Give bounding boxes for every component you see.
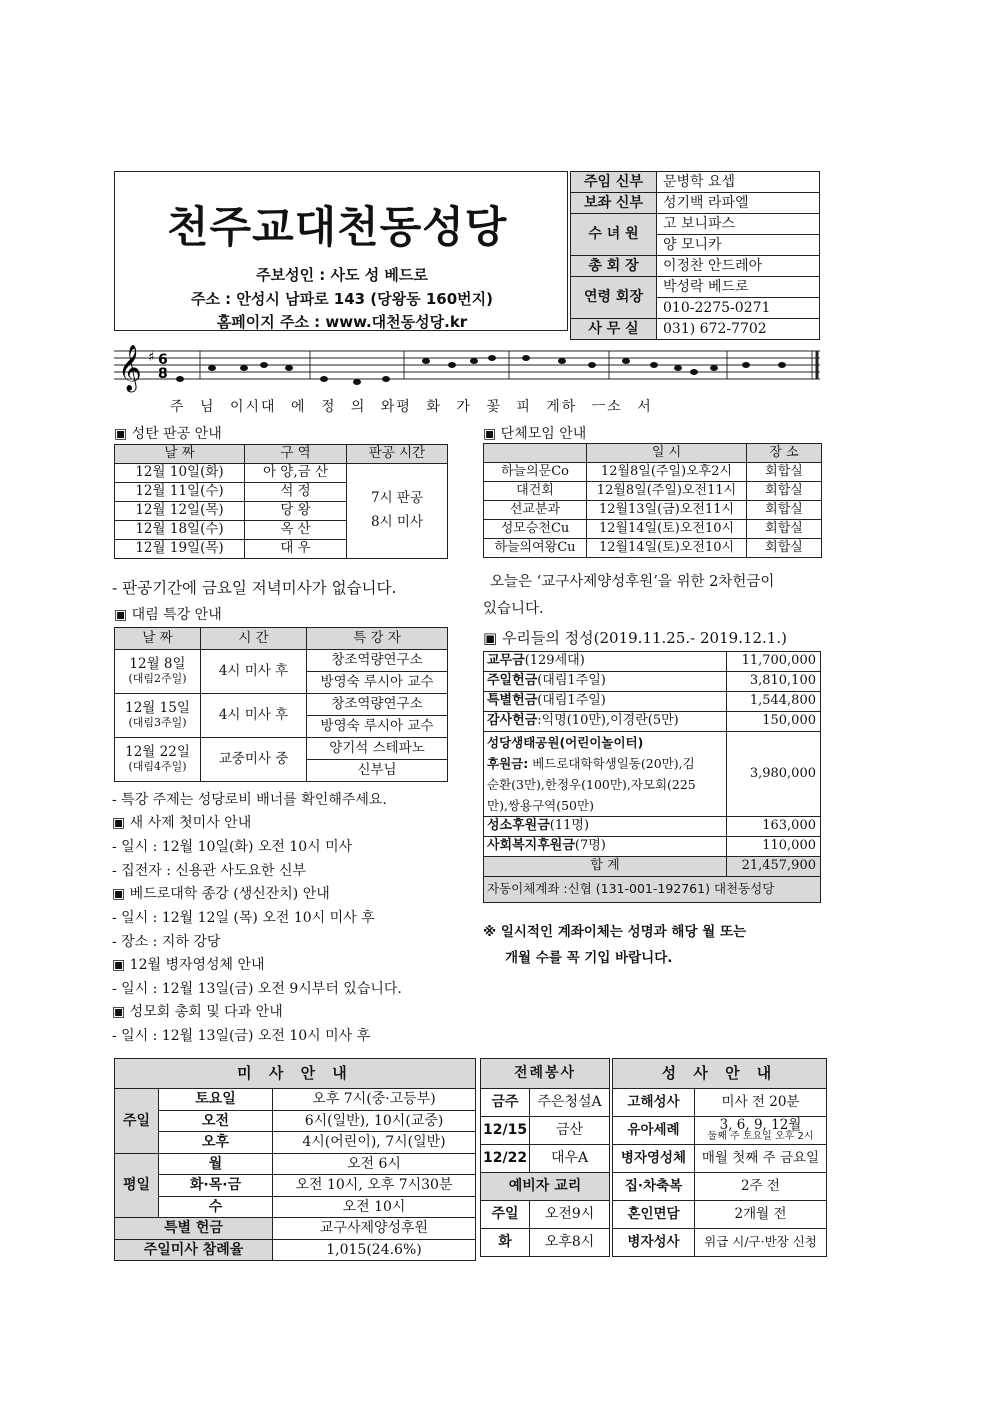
date-cell: 12월 18일(수) — [115, 521, 245, 540]
sacrament-name: 유아세례 — [613, 1117, 695, 1145]
table-row — [481, 1089, 610, 1117]
tour-note: - 판공기간에 금요일 저녁미사가 없습니다. — [112, 579, 397, 597]
col-header: 시 간 — [201, 628, 307, 650]
church-title: 천주교대천동성당 — [167, 203, 508, 253]
area-cell: 대 우 — [245, 540, 347, 559]
lecturer-cell: 창조역량연구소 — [307, 650, 448, 672]
baptism-months: 3, 6, 9, 12월 — [719, 1116, 802, 1133]
liturgy-group: 금산 — [530, 1117, 610, 1145]
christmas-tour-table — [114, 444, 448, 559]
group-place: 회합실 — [747, 539, 822, 558]
offering-detail: (129세대) — [524, 653, 585, 669]
catechumen-day: 주일 — [481, 1201, 530, 1229]
sacrament-info: 위급 시/구·반장 신청 — [695, 1229, 827, 1257]
notice-line: - 일시 : 12월 10일(화) 오전 10시 미사 — [112, 839, 353, 855]
mass-schedule-table — [114, 1058, 476, 1261]
weekday-label: 평일 — [115, 1153, 159, 1218]
group-when: 12월14일(토)오전10시 — [587, 520, 747, 539]
sacraments-heading: 성 사 안 내 — [613, 1059, 827, 1089]
liturgy-table — [480, 1058, 610, 1257]
staff-value: 이정찬 안드레아 — [657, 256, 820, 277]
sacrament-info: 매월 첫째 주 금요일 — [695, 1145, 827, 1173]
liturgy-date: 12/15 — [481, 1117, 530, 1145]
table-row — [484, 817, 821, 837]
col-header: 장 소 — [747, 444, 822, 463]
sacrament-name: 혼인면담 — [613, 1201, 695, 1229]
group-name: 하늘의문Co — [484, 463, 587, 482]
eco-park-cell — [484, 732, 727, 817]
groups-heading: ▣ 단체모임 안내 — [483, 426, 587, 442]
date-cell: 12월 10일(화) — [115, 464, 245, 483]
attendance-rate: 1,015(24.6%) — [273, 1239, 476, 1261]
date-cell: 12월 12일(목) — [115, 502, 245, 521]
notice-line: - 일시 : 12월 13일(금) 오전 10시 미사 후 — [112, 1028, 371, 1044]
lecture-date: 12월 22일 — [125, 744, 190, 761]
offering-type: 성소후원금 — [487, 818, 550, 834]
second-collection-note-2: 있습니다. — [483, 601, 544, 617]
hymn-score — [114, 337, 826, 397]
sacrament-name: 병자성사 — [613, 1229, 695, 1257]
table-row — [481, 1145, 610, 1173]
lecturer-cell: 창조역량연구소 — [307, 694, 448, 716]
col-header: 구 역 — [245, 445, 347, 464]
liturgy-heading: 전례봉사 — [481, 1059, 610, 1089]
total-label: 합 계 — [484, 857, 727, 877]
offering-label — [484, 652, 727, 672]
table-row — [484, 672, 821, 692]
col-header: 날 짜 — [115, 628, 201, 650]
staff-key: 수 녀 원 — [571, 214, 657, 256]
catechumen-heading: 예비자 교리 — [481, 1173, 610, 1201]
liturgy-date: 금주 — [481, 1089, 530, 1117]
baptism-time: 둘째 주 토요일 오후 2시 — [707, 1131, 814, 1143]
staff-value: 010-2275-0271 — [657, 298, 820, 319]
group-name: 대건회 — [484, 482, 587, 501]
eco-park-donors: 만),쌍용구역(50만) — [487, 798, 594, 813]
table-row — [484, 520, 822, 539]
time-cell: 교중미사 중 — [201, 738, 307, 782]
transfer-notice-2: 개월 수를 꼭 기입 바랍니다. — [505, 950, 673, 966]
area-cell: 석 정 — [245, 483, 347, 502]
lecturer-cell: 양기석 스테파노 — [307, 738, 448, 760]
time-cell: 4시 미사 후 — [201, 694, 307, 738]
date-cell — [115, 738, 201, 782]
date-cell: 12월 11일(수) — [115, 483, 245, 502]
eco-park-donors: 베드로대학학생일동(20만),김 — [528, 756, 695, 771]
notice-line: - 장소 : 지하 강당 — [112, 934, 221, 950]
mass-day: 오후 — [159, 1132, 273, 1154]
svg-text:8: 8 — [158, 366, 168, 382]
lecturer-cell: 방영숙 루시아 교수 — [307, 672, 448, 694]
lecture-date: 12월 15일 — [125, 700, 190, 717]
offering-amount: 150,000 — [727, 712, 821, 732]
group-name: 하늘의여왕Cu — [484, 539, 587, 558]
staff-key: 총 회 장 — [571, 256, 657, 277]
sacrament-info: 2주 전 — [695, 1173, 827, 1201]
table-row — [115, 1153, 476, 1175]
staff-table — [570, 171, 820, 340]
area-cell: 옥 산 — [245, 521, 347, 540]
offering-amount: 1,544,800 — [727, 692, 821, 712]
offering-amount: 11,700,000 — [727, 652, 821, 672]
tour-time-cell — [347, 464, 448, 559]
staff-value: 031) 672-7702 — [657, 319, 820, 340]
area-cell: 당 왕 — [245, 502, 347, 521]
table-row — [613, 1145, 827, 1173]
table-row — [613, 1229, 827, 1257]
lecture-sunday: (대림4주일) — [128, 759, 187, 773]
group-when: 12월14일(토)오전10시 — [587, 539, 747, 558]
table-row — [115, 1239, 476, 1261]
table-row — [481, 1229, 610, 1257]
table-row — [115, 1175, 476, 1197]
offering-amount: 163,000 — [727, 817, 821, 837]
tour-time-2: 8시 미사 — [370, 514, 423, 530]
offering-label — [484, 817, 727, 837]
col-header: 특 강 자 — [307, 628, 448, 650]
table-row — [115, 1196, 476, 1218]
offering-detail: (대림1주일) — [537, 673, 606, 689]
offering-amount: 110,000 — [727, 837, 821, 857]
svg-text:6: 6 — [158, 352, 168, 368]
table-row — [484, 712, 821, 732]
area-cell: 아 양,금 산 — [245, 464, 347, 483]
staff-value: 성기백 라파엘 — [657, 193, 820, 214]
table-row — [613, 1089, 827, 1117]
sacrament-name: 병자영성체 — [613, 1145, 695, 1173]
sunday-label: 주일 — [115, 1089, 159, 1154]
table-row — [484, 501, 822, 520]
offering-label — [484, 692, 727, 712]
special-collection: 교구사제양성후원 — [273, 1218, 476, 1240]
offering-label — [484, 672, 727, 692]
notice-line: - 집전자 : 신용관 사도요한 신부 — [112, 863, 306, 879]
time-cell: 4시 미사 후 — [201, 650, 307, 694]
group-place: 회합실 — [747, 520, 822, 539]
table-row — [613, 1201, 827, 1229]
staff-value: 양 모니카 — [657, 235, 820, 256]
table-row — [115, 1132, 476, 1154]
table-row — [613, 1173, 827, 1201]
lecture-sunday: (대림2주일) — [128, 671, 187, 685]
svg-text:♯: ♯ — [148, 350, 155, 365]
table-row — [115, 694, 448, 716]
offering-type: 주일헌금 — [487, 673, 538, 689]
table-row — [115, 1110, 476, 1132]
col-header: 날 짜 — [115, 445, 245, 464]
lecture-table — [114, 627, 448, 782]
sick-communion-heading: ▣ 12월 병자영성체 안내 — [112, 957, 265, 973]
group-place: 회합실 — [747, 482, 822, 501]
mass-time: 오전 6시 — [273, 1153, 476, 1175]
table-row — [115, 1089, 476, 1111]
header-box — [114, 171, 568, 331]
lecturer-cell: 신부님 — [307, 760, 448, 782]
sacraments-table — [612, 1058, 827, 1257]
staff-value: 고 보니파스 — [657, 214, 820, 235]
offering-detail: (7명) — [574, 838, 606, 854]
notice-line: - 일시 : 12월 13일(금) 오전 9시부터 있습니다. — [112, 981, 402, 997]
table-row — [484, 463, 822, 482]
table-row — [613, 1117, 827, 1145]
table-row — [484, 539, 822, 558]
offering-detail: (11명) — [549, 818, 590, 834]
attendance-label: 주일미사 참례율 — [115, 1239, 273, 1261]
total-row — [484, 857, 821, 877]
homepage[interactable]: 홈페이지 주소 : www.대천동성당.kr — [216, 313, 468, 331]
table-row — [115, 650, 448, 672]
mass-time: 오전 10시, 오후 7시30분 — [273, 1175, 476, 1197]
offerings-table — [483, 651, 821, 903]
group-when: 12월8일(주일)오전11시 — [587, 482, 747, 501]
mass-time: 오후 7시(중·고등부) — [273, 1089, 476, 1111]
offering-type: 사회복지후원금 — [487, 838, 575, 854]
mass-day: 화·목·금 — [159, 1175, 273, 1197]
patron-saint: 주보성인 : 사도 성 베드로 — [256, 266, 428, 284]
offerings-heading: ▣ 우리들의 정성(2019.11.25.- 2019.12.1.) — [483, 629, 787, 647]
mass-time: 4시(어린이), 7시(일반) — [273, 1132, 476, 1154]
catechumen-time: 오전9시 — [530, 1201, 610, 1229]
date-cell — [115, 650, 201, 694]
catechumen-day: 화 — [481, 1229, 530, 1257]
tour-time-1: 7시 판공 — [370, 490, 423, 507]
offering-type: 감사헌금 — [487, 713, 538, 729]
group-name: 성모승천Cu — [484, 520, 587, 539]
table-row — [481, 1201, 610, 1229]
notice-line: - 일시 : 12월 12일 (목) 오전 10시 미사 후 — [112, 910, 375, 926]
bank-account: 자동이체계좌 :신협 (131-001-192761) 대천동성당 — [484, 877, 821, 903]
col-header — [484, 444, 587, 463]
table-row — [484, 837, 821, 857]
table-row — [115, 738, 448, 760]
mass-time: 6시(일반), 10시(교중) — [273, 1110, 476, 1132]
eco-park-title: 성당생태공원(어린이놀이터) — [487, 735, 644, 750]
lecture-date: 12월 8일 — [129, 656, 186, 673]
eco-park-label: 후원금: — [487, 756, 529, 771]
group-place: 회합실 — [747, 501, 822, 520]
staff-value: 박성락 베드로 — [657, 277, 820, 298]
offering-label — [484, 837, 727, 857]
sacrament-info: 미사 전 20분 — [695, 1089, 827, 1117]
liturgy-date: 12/22 — [481, 1145, 530, 1173]
staff-key: 주임 신부 — [571, 172, 657, 193]
offering-amount: 3,980,000 — [727, 732, 821, 817]
catechumen-time: 오후8시 — [530, 1229, 610, 1257]
sacrament-info: 2개월 전 — [695, 1201, 827, 1229]
staff-key: 연령 회장 — [571, 277, 657, 319]
table-row — [484, 732, 821, 817]
groups-table — [483, 443, 822, 558]
offering-detail: (대림1주일) — [537, 693, 606, 709]
group-name: 선교분과 — [484, 501, 587, 520]
staff-value: 문병학 요셉 — [657, 172, 820, 193]
hymn-lyrics: 주 님 이시대 에 정 의 와평 화 가 꽃 피 게하 ㅡ소 서 — [170, 399, 653, 415]
date-cell — [115, 694, 201, 738]
table-row — [115, 1218, 476, 1240]
lecture-heading: ▣ 대림 특강 안내 — [114, 607, 222, 623]
christmas-tour-heading: ▣ 성탄 판공 안내 — [114, 426, 222, 442]
sacrament-name: 집·차축복 — [613, 1173, 695, 1201]
offering-label — [484, 712, 727, 732]
table-row — [484, 692, 821, 712]
peter-college-heading: ▣ 베드로대학 종강 (생신잔치) 안내 — [112, 886, 330, 902]
liturgy-group: 대우A — [530, 1145, 610, 1173]
lecture-note: - 특강 주제는 성당로비 배너를 확인해주세요. — [112, 792, 387, 808]
eco-park-donors: 순환(3만),한정우(100만),자모회(225 — [487, 777, 696, 792]
address: 주소 : 안성시 남파로 143 (당왕동 160번지) — [190, 290, 494, 308]
date-cell: 12월 19일(목) — [115, 540, 245, 559]
lecturer-cell: 방영숙 루시아 교수 — [307, 716, 448, 738]
sacrament-info — [695, 1117, 827, 1145]
offering-type: 특별헌금 — [487, 693, 538, 709]
table-row — [115, 464, 448, 483]
mass-day: 월 — [159, 1153, 273, 1175]
lecture-sunday: (대림3주일) — [128, 715, 187, 729]
mass-day: 토요일 — [159, 1089, 273, 1111]
second-collection-note: 오늘은 ‘교구사제양성후원’을 위한 2차헌금이 — [490, 574, 775, 590]
col-header: 판공 시간 — [347, 445, 448, 464]
special-collection-label: 특별 헌금 — [115, 1218, 273, 1240]
transfer-notice: ※ 일시적인 계좌이체는 성명과 해당 월 또는 — [483, 924, 747, 940]
offering-amount: 3,810,100 — [727, 672, 821, 692]
first-mass-heading: ▣ 새 사제 첫미사 안내 — [112, 815, 252, 831]
group-when: 12월13일(금)오전11시 — [587, 501, 747, 520]
mass-day: 오전 — [159, 1110, 273, 1132]
offering-type: 교무금 — [487, 653, 525, 669]
table-row — [484, 652, 821, 672]
group-place: 회합실 — [747, 463, 822, 482]
group-when: 12월8일(주일)오후2시 — [587, 463, 747, 482]
mass-day: 수 — [159, 1196, 273, 1218]
mass-time: 오전 10시 — [273, 1196, 476, 1218]
liturgy-group: 주은청설A — [530, 1089, 610, 1117]
total-amount: 21,457,900 — [727, 857, 821, 877]
offering-detail: :익명(10만),이경란(5만) — [537, 713, 679, 729]
mothers-meeting-heading: ▣ 성모회 총회 및 다과 안내 — [112, 1004, 283, 1020]
sacrament-name: 고해성사 — [613, 1089, 695, 1117]
staff-key: 보좌 신부 — [571, 193, 657, 214]
table-row — [484, 482, 822, 501]
col-header: 일 시 — [587, 444, 747, 463]
staff-key: 사 무 실 — [571, 319, 657, 340]
mass-heading: 미 사 안 내 — [115, 1059, 476, 1089]
treble-clef-icon: 𝄞 — [118, 345, 142, 391]
table-row — [481, 1117, 610, 1145]
